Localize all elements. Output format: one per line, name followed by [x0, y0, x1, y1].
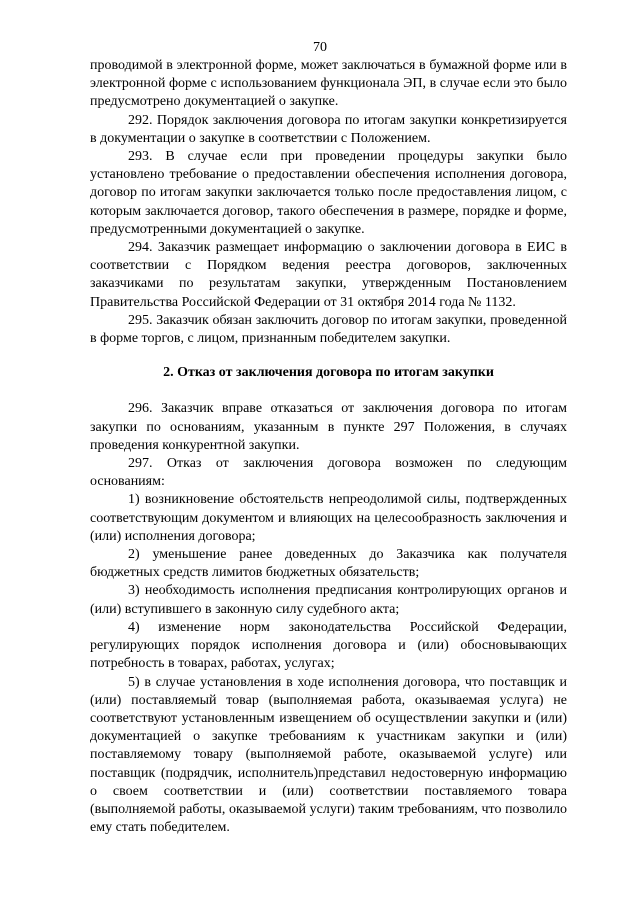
paragraph-293: 293. В случае если при проведении процедуры закупки было установлено требование о предоставлении обеспечения исполнения договора, договор по итогам закупки заключается только после предоставления лицом, с которым заключается договор, такого обеспечения в размере, порядке и форме, предусмотренными документацией о закупке.: [90, 149, 567, 237]
paragraph-continuation: проводимой в электронной форме, может заключаться в бумажной форме или в электронной форме с использованием функционала ЭП, в случае если это было предусмотрено документацией о закупке.: [90, 58, 567, 110]
list-item-2: 2) уменьшение ранее доведенных до Заказчика как получателя бюджетных средств лимитов бюджетных обязательств;: [90, 547, 567, 581]
page-number: 70: [313, 40, 327, 55]
paragraph-297: 297. Отказ от заключения договора возможен по следующим основаниям:: [90, 456, 567, 490]
paragraph-292: 292. Порядок заключения договора по итогам закупки конкретизируется в документации о закупке в соответствии с Положением.: [90, 112, 567, 146]
document-body: [90, 57, 567, 837]
paragraph-296: 296. Заказчик вправе отказаться от заключения договора по итогам закупки по основаниям, указанным в пункте 297 Положения, в случаях проведения конкурентной закупки.: [90, 401, 567, 453]
section-heading: 2. Отказ от заключения договора по итогам закупки: [163, 365, 494, 381]
paragraph-295: 295. Заказчик обязан заключить договор по итогам закупки, проведенной в форме торгов, с лицом, признанным победителем закупки.: [90, 312, 567, 347]
list-item-1: 1) возникновение обстоятельств непреодолимой силы, подтвержденных соответствующим документом и влияющих на целесообразность заключения и (или) исполнения договора;: [90, 492, 567, 544]
paragraph-294: 294. Заказчик размещает информацию о заключении договора в ЕИС в соответствии с Порядком ведения реестра договоров, заключенных заказчиками по результатам закупки, утвержденным Постановлением Правительства Российской Федерации от 31 октября 2014 года № 1132.: [90, 240, 567, 310]
list-item-5: 5) в случае установления в ходе исполнения договора, что поставщик и (или) поставляемый товар (выполняемая работа, оказываемая услуга) не соответствуют установленным извещением об осуществлении закупки и (или) документацией о закупке требованиям к участникам закупки и (или) поставляемому товару (выполняемой работе, оказываемой услуге) или поставщик (подрядчик, исполнитель)представил недостоверную информацию о своем соответствии и (или) соответствии поставляемого товара (выполняемой работы, оказываемой услуги) таким требованиям, что позволило ему стать победителем.: [90, 674, 567, 836]
list-item-4: 4) изменение норм законодательства Российской Федерации, регулирующих порядок исполнения договора и (или) обосновывающих потребность в товарах, работах, услугах;: [90, 619, 567, 672]
list-item-3: 3) необходимость исполнения предписания контролирующих органов и (или) вступившего в законную силу судебного акта;: [90, 583, 567, 617]
